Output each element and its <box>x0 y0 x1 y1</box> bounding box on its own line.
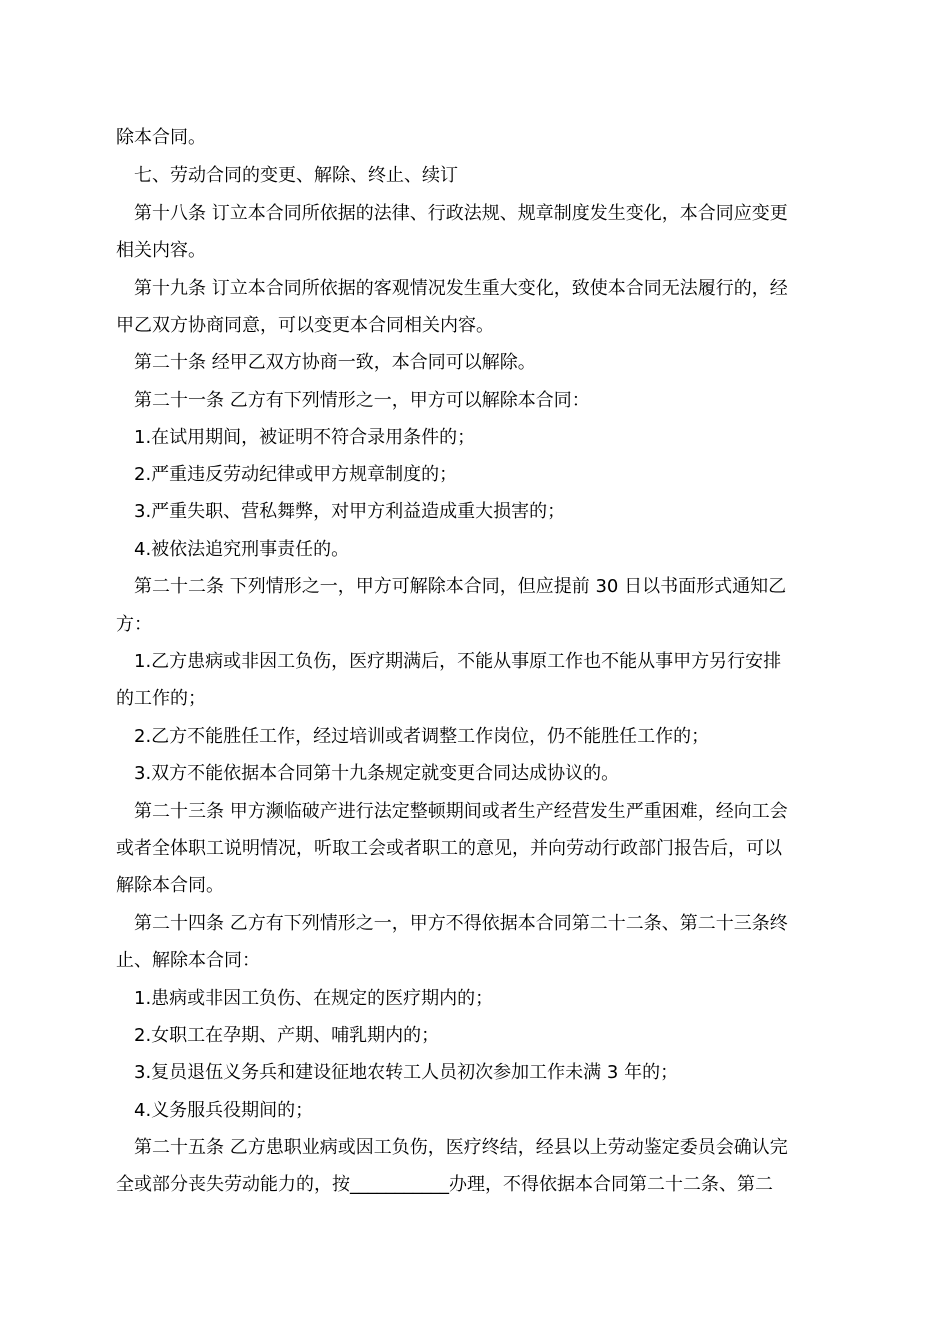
text-line: 第二十条 经甲乙双方协商一致，本合同可以解除。 <box>134 352 536 373</box>
text-line: 相关内容。 <box>116 240 206 261</box>
text-line: 第十九条 订立本合同所依据的客观情况发生重大变化，致使本合同无法履行的，经 <box>134 278 788 299</box>
list-item: 1.乙方患病或非因工负伤，医疗期满后，不能从事原工作也不能从事甲方另行安排 <box>134 651 782 672</box>
list-item: 4.义务服兵役期间的； <box>134 1100 314 1121</box>
list-item: 1.患病或非因工负伤、在规定的医疗期内的； <box>134 988 494 1009</box>
text-line: 解除本合同。 <box>116 875 224 896</box>
text-line: 甲乙双方协商同意，可以变更本合同相关内容。 <box>116 315 494 336</box>
text-line: 第二十三条 甲方濒临破产进行法定整顿期间或者生产经营发生严重困难，经向工会 <box>134 801 788 822</box>
list-item: 2.女职工在孕期、产期、哺乳期内的； <box>134 1025 440 1046</box>
text-line: 第二十五条 乙方患职业病或因工负伤，医疗终结，经县以上劳动鉴定委员会确认完 <box>134 1137 788 1158</box>
list-item: 2.严重违反劳动纪律或甲方规章制度的； <box>134 464 458 485</box>
list-item: 3.双方不能依据本合同第十九条规定就变更合同达成协议的。 <box>134 763 620 784</box>
text-line: 的工作的； <box>116 688 206 709</box>
text-line: 或者全体职工说明情况，听取工会或者职工的意见，并向劳动行政部门报告后，可以 <box>116 838 782 859</box>
text-line: 第二十四条 乙方有下列情形之一，甲方不得依据本合同第二十二条、第二十三条终 <box>134 913 788 934</box>
text-line: 第二十一条 乙方有下列情形之一，甲方可以解除本合同： <box>134 390 590 411</box>
text-line: 止、解除本合同： <box>116 950 260 971</box>
text-line: 第二十二条 下列情形之一，甲方可解除本合同，但应提前 30 日以书面形式通知乙 <box>134 576 787 597</box>
list-item: 4.被依法追究刑事责任的。 <box>134 539 350 560</box>
text-line: 除本合同。 <box>116 127 206 148</box>
list-item: 3.严重失职、营私舞弊，对甲方利益造成重大损害的； <box>134 501 566 522</box>
text-line: 全或部分丧失劳动能力的，按___________办理，不得依据本合同第二十二条、第二 <box>116 1174 773 1195</box>
list-item: 2.乙方不能胜任工作，经过培训或者调整工作岗位，仍不能胜任工作的； <box>134 726 710 747</box>
list-item: 3.复员退伍义务兵和建设征地农转工人员初次参加工作未满 3 年的； <box>134 1062 679 1083</box>
section-heading: 七、劳动合同的变更、解除、终止、续订 <box>134 165 458 186</box>
text-line: 方： <box>116 614 152 635</box>
text-line: 第十八条 订立本合同所依据的法律、行政法规、规章制度发生变化，本合同应变更 <box>134 203 788 224</box>
list-item: 1.在试用期间，被证明不符合录用条件的； <box>134 427 476 448</box>
